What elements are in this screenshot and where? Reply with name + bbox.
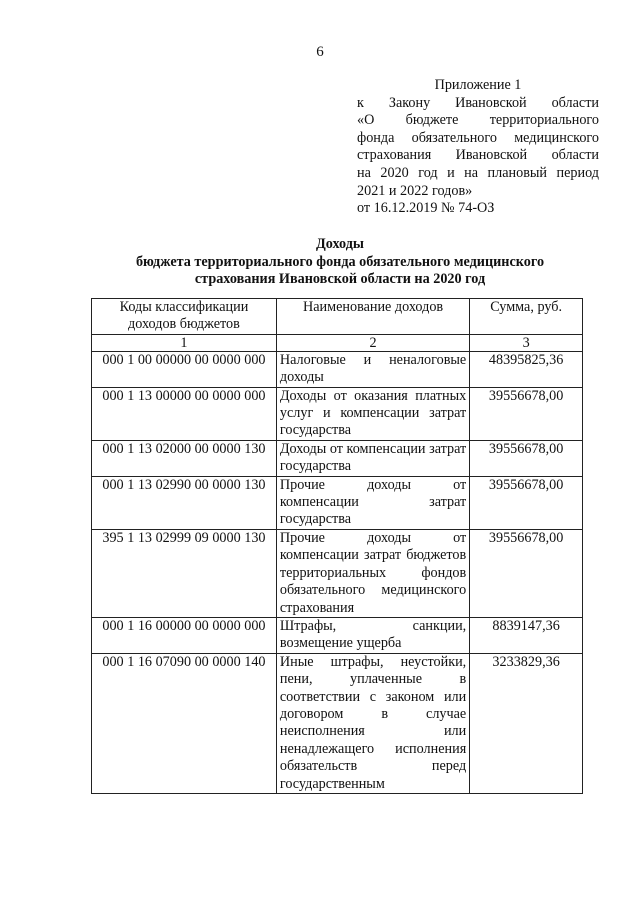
header-codes: Коды классификации доходов бюджетов <box>92 299 277 335</box>
table-row <box>92 351 583 387</box>
cell-code: 000 1 13 00000 00 0000 000 <box>92 387 277 440</box>
cell-name: Иные штрафы, неустойки, пени, уплаченные в соответствии с законом или договором в случае неисполнения или ненадлежащего исполнения обязательств перед государственным <box>276 653 469 793</box>
cell-name: Налоговые и неналоговые доходы <box>276 351 469 387</box>
cell-name: Доходы от компенсации затрат государства <box>276 440 469 476</box>
appendix-block <box>357 77 599 218</box>
heading-line: Доходы <box>316 236 364 252</box>
table-header-row <box>92 299 583 335</box>
table-row <box>92 529 583 617</box>
appendix-line: от 16.12.2019 № 74-ОЗ <box>357 200 495 217</box>
cell-code: 000 1 13 02000 00 0000 130 <box>92 440 277 476</box>
cell-code: 000 1 16 07090 00 0000 140 <box>92 653 277 793</box>
column-number: 3 <box>470 334 583 351</box>
cell-code: 000 1 13 02990 00 0000 130 <box>92 476 277 529</box>
cell-amount: 39556678,00 <box>470 529 583 617</box>
cell-amount: 39556678,00 <box>470 387 583 440</box>
heading-line: бюджета территориального фонда обязательного медицинского <box>135 253 545 270</box>
column-number: 2 <box>276 334 469 351</box>
header-amount: Сумма, руб. <box>470 299 583 335</box>
cell-amount: 48395825,36 <box>470 351 583 387</box>
table-row <box>92 476 583 529</box>
appendix-line: страхования Ивановской области <box>357 147 599 164</box>
cell-name: Доходы от оказания платных услуг и компенсации затрат государства <box>276 387 469 440</box>
document-heading <box>60 236 620 289</box>
cell-name: Прочие доходы от компенсации затрат бюджетов территориальных фондов обязательного медицинского страхования <box>276 529 469 617</box>
appendix-title: Приложение 1 <box>434 77 522 93</box>
cell-amount: 39556678,00 <box>470 440 583 476</box>
table-row <box>92 617 583 653</box>
cell-code: 000 1 16 00000 00 0000 000 <box>92 617 277 653</box>
appendix-line: к Закону Ивановской области <box>357 94 599 111</box>
cell-code: 000 1 00 00000 00 0000 000 <box>92 351 277 387</box>
cell-amount: 39556678,00 <box>470 476 583 529</box>
cell-name: Штрафы, санкции, возмещение ущерба <box>276 617 469 653</box>
appendix-line: «О бюджете территориального <box>357 112 599 129</box>
cell-name: Прочие доходы от компенсации затрат государства <box>276 476 469 529</box>
cell-code: 395 1 13 02999 09 0000 130 <box>92 529 277 617</box>
table-column-numbers <box>92 334 583 351</box>
column-number: 1 <box>92 334 277 351</box>
table-row <box>92 440 583 476</box>
table-row <box>92 653 583 793</box>
heading-line: страхования Ивановской области на 2020 год <box>194 271 486 287</box>
header-name: Наименование доходов <box>276 299 469 335</box>
appendix-line: фонда обязательного медицинского <box>357 129 599 146</box>
page-number: 6 <box>316 44 324 60</box>
cell-amount: 3233829,36 <box>470 653 583 793</box>
income-table <box>91 298 583 794</box>
appendix-line: на 2020 год и на плановый период <box>357 164 599 181</box>
appendix-line: 2021 и 2022 годов» <box>357 182 473 199</box>
cell-amount: 8839147,36 <box>470 617 583 653</box>
table-row <box>92 387 583 440</box>
